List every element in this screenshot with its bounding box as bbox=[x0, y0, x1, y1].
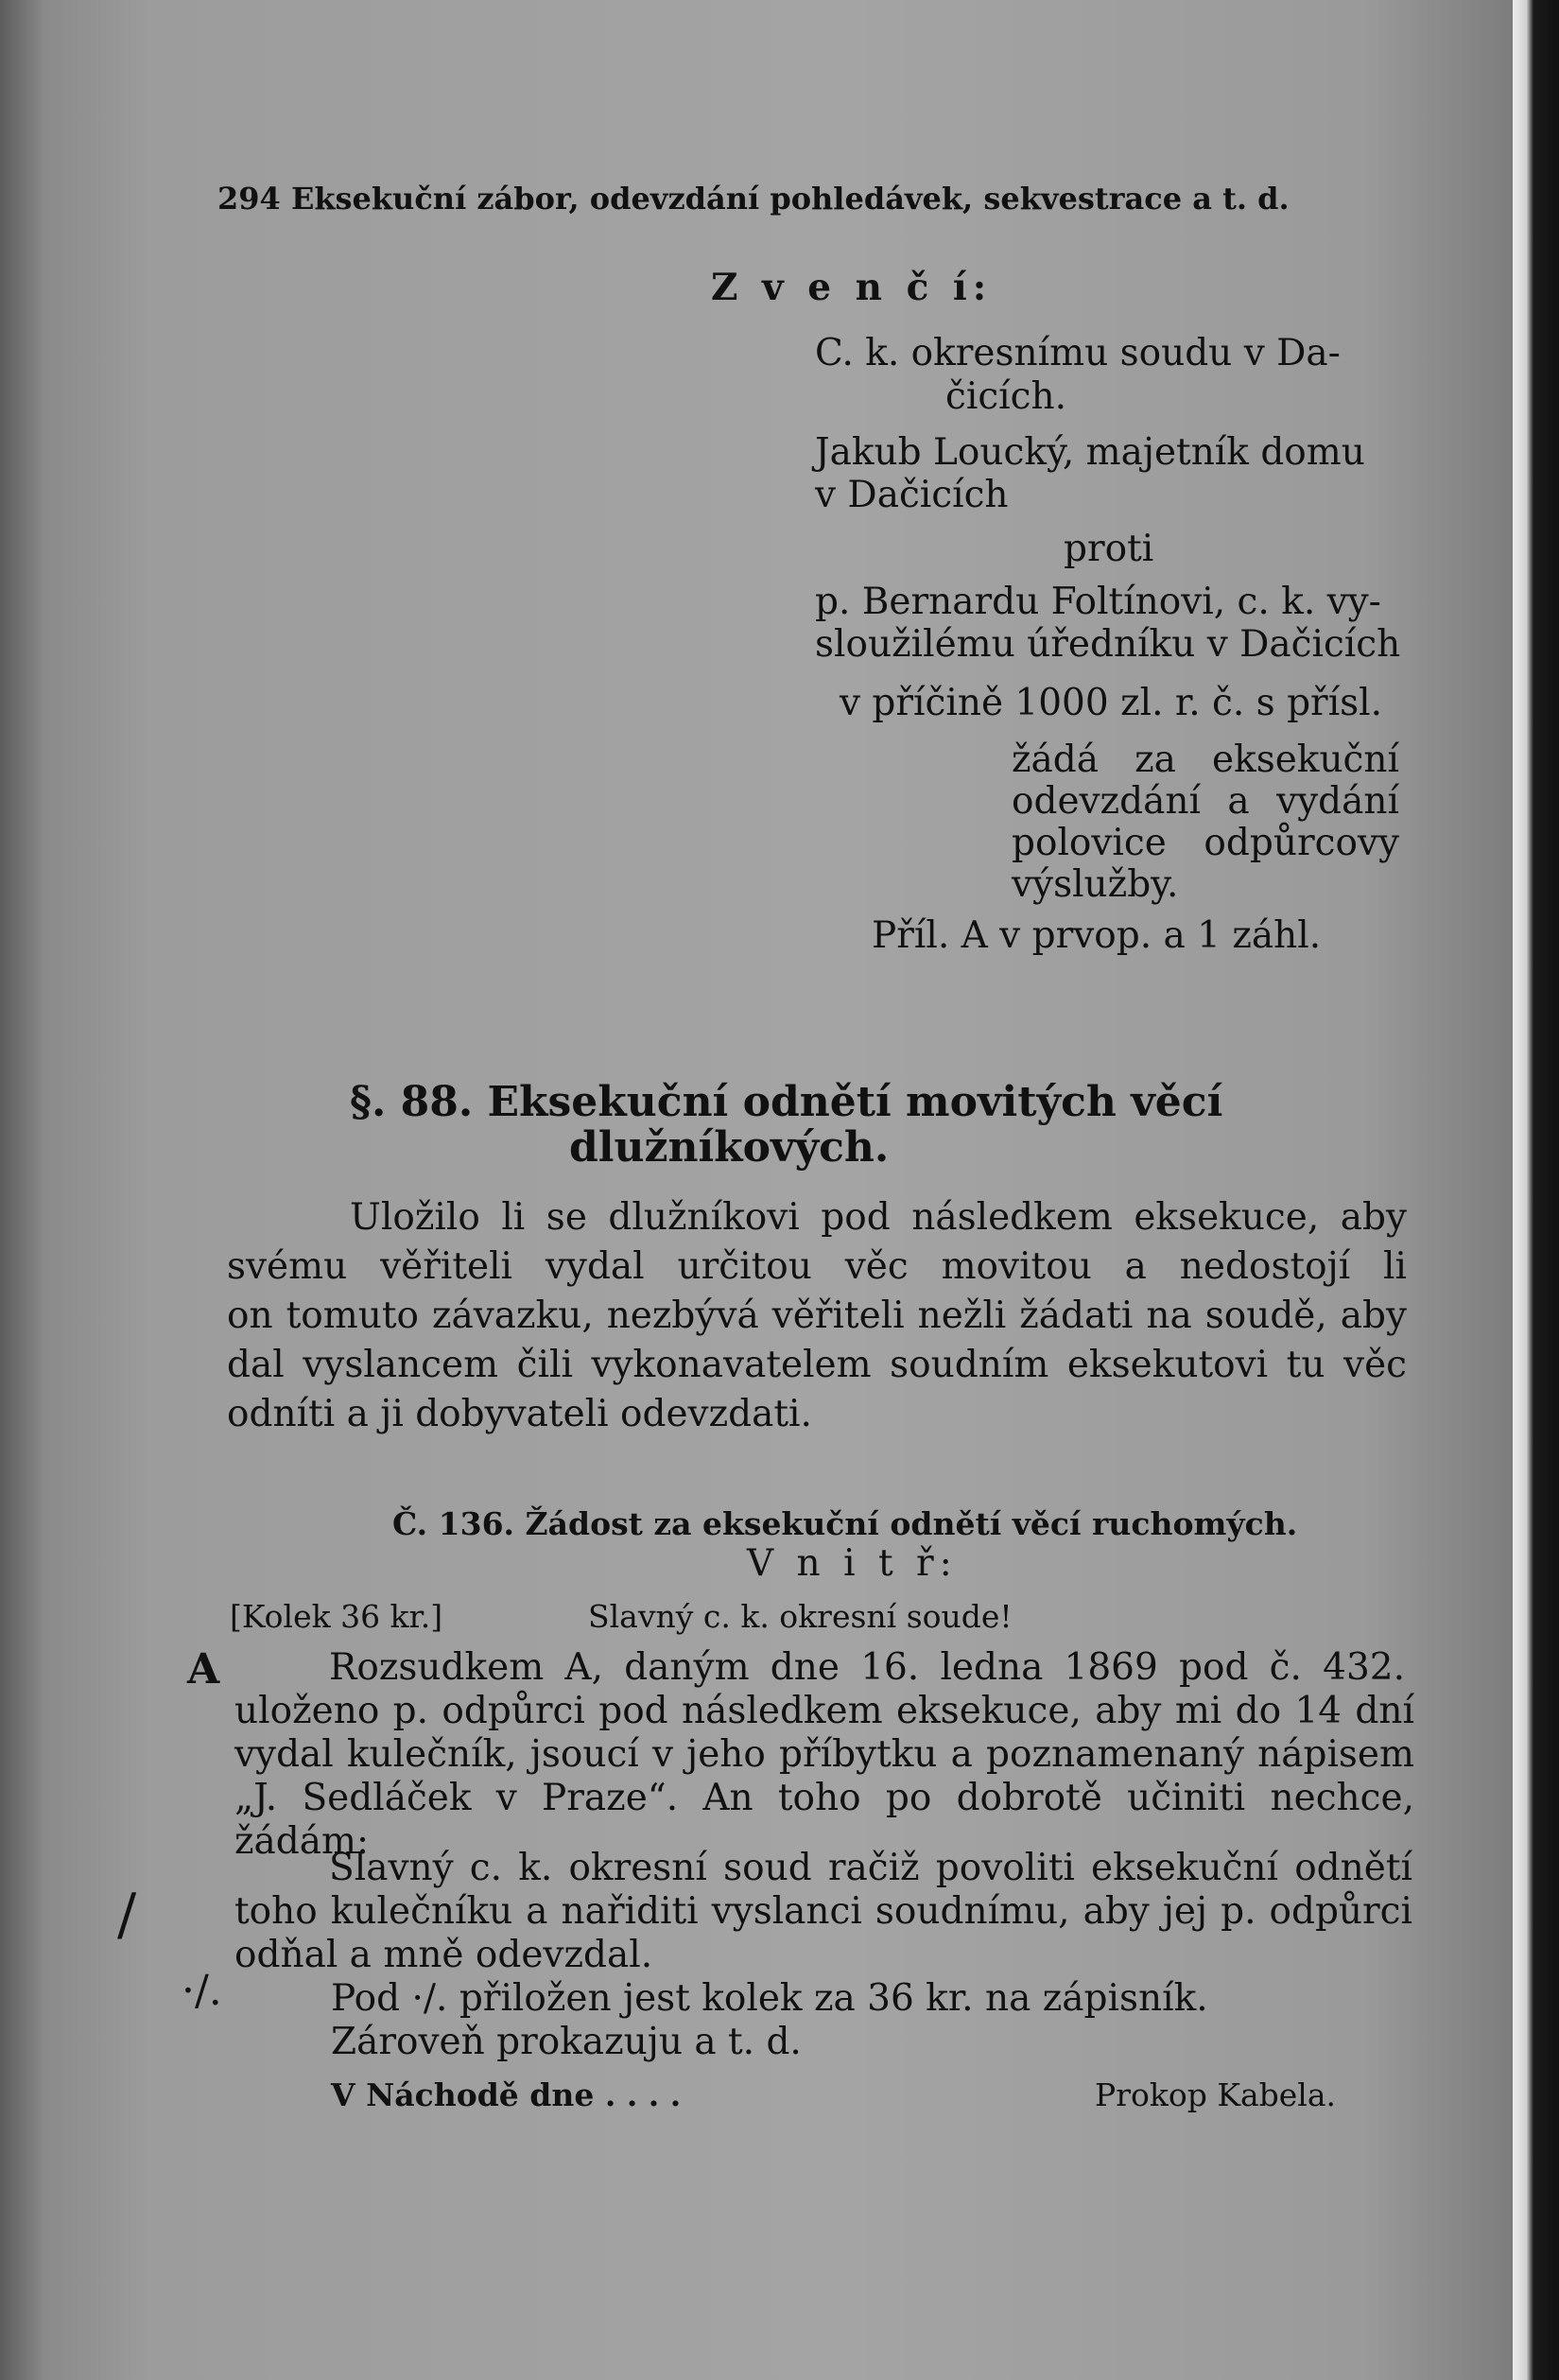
petition-line-3: vydal kulečník, jsoucí v jeho příbytku a poznamenaný nápisem bbox=[234, 1733, 1414, 1776]
addressee-line-2: čicích. bbox=[945, 375, 1066, 418]
section-heading-line-1: §. 88. Eksekuční odnětí movitých věcí bbox=[350, 1078, 1223, 1126]
request-line-3: polovice odpůrcovy bbox=[1012, 822, 1399, 864]
plaintiff-line-1: Jakub Loucký, majetník domu bbox=[815, 431, 1365, 474]
plaintiff-line-2: v Dačicích bbox=[815, 474, 1009, 516]
request-body-line-3: odňal a mně odevzdal. bbox=[234, 1934, 653, 1976]
margin-mark-enclosure: ·/. bbox=[182, 1967, 222, 2015]
enclosure-line: Pod ·/. přiložen jest kolek za 36 kr. na zápisník. bbox=[331, 1977, 1208, 2020]
addressee-line-1: C. k. okresnímu soudu v Da- bbox=[815, 332, 1341, 374]
body-line-4: dal vyslancem čili vykonavatelem soudním eksekutovi tu věc bbox=[227, 1344, 1407, 1386]
defendant-line-1: p. Bernardu Foltínovi, c. k. vy- bbox=[815, 581, 1381, 623]
margin-mark-stroke: / bbox=[117, 1882, 137, 1948]
section-heading-line-2: dlužníkových. bbox=[569, 1123, 890, 1172]
place-date: V Náchodě dne . . . . bbox=[331, 2076, 682, 2113]
request-line-4: výslužby. bbox=[1012, 863, 1179, 906]
request-line-2: odevzdání a vydání bbox=[1012, 780, 1399, 823]
inside-label: V n i t ř: bbox=[747, 1542, 958, 1585]
petition-line-2: uloženo p. odpůrci pod následkem eksekuce, aby mi do 14 dní bbox=[234, 1690, 1414, 1732]
stamp-note: [Kolek 36 kr.] bbox=[230, 1598, 443, 1635]
petition-line-1: Rozsudkem A, daným dne 16. ledna 1869 pod č. 432. bbox=[329, 1646, 1405, 1689]
request-body-line-1: Slavný c. k. okresní soud račiž povoliti eksekuční odnětí bbox=[329, 1847, 1412, 1889]
petition-line-5: žádám: bbox=[234, 1820, 370, 1863]
body-line-5: odníti a ji dobyvateli odevzdati. bbox=[227, 1393, 812, 1435]
body-line-2: svému věřiteli vydal určitou věc movitou a nedostojí li bbox=[227, 1245, 1407, 1288]
body-line-1: Uložilo li se dlužníkovi pod následkem eksekuce, aby bbox=[350, 1196, 1407, 1239]
outside-label: Z v e n č í: bbox=[711, 266, 993, 309]
request-line-1: žádá za eksekuční bbox=[1012, 738, 1399, 781]
attachments-line: Příl. A v prvop. a 1 záhl. bbox=[872, 914, 1322, 957]
running-header: 294 Eksekuční zábor, odevzdání pohledávek, sekvestrace a t. d. bbox=[217, 181, 1290, 217]
cause-line: v příčině 1000 zl. r. č. s přísl. bbox=[840, 682, 1383, 724]
against-label: proti bbox=[1064, 528, 1154, 570]
petition-line-4: „J. Sedláček v Praze“. An toho po dobrotě učiniti nechce, bbox=[234, 1777, 1414, 1819]
signature: Prokop Kabela. bbox=[1095, 2076, 1337, 2113]
body-line-3: on tomuto závazku, nezbývá věřiteli nežli žádati na soudě, aby bbox=[227, 1294, 1407, 1337]
defendant-line-2: sloužilému úředníku v Dačicích bbox=[815, 623, 1401, 666]
salutation: Slavný c. k. okresní soude! bbox=[588, 1598, 1013, 1635]
page-edge bbox=[1513, 0, 1559, 2380]
form-title: Č. 136. Žádost za eksekuční odnětí věcí ruchomých. bbox=[392, 1505, 1298, 1542]
margin-mark-a: A bbox=[187, 1645, 220, 1694]
request-body-line-2: toho kulečníku a nařiditi vyslanci soudnímu, aby jej p. odpůrci bbox=[234, 1890, 1412, 1933]
also-line: Zároveň prokazuju a t. d. bbox=[331, 2021, 802, 2063]
